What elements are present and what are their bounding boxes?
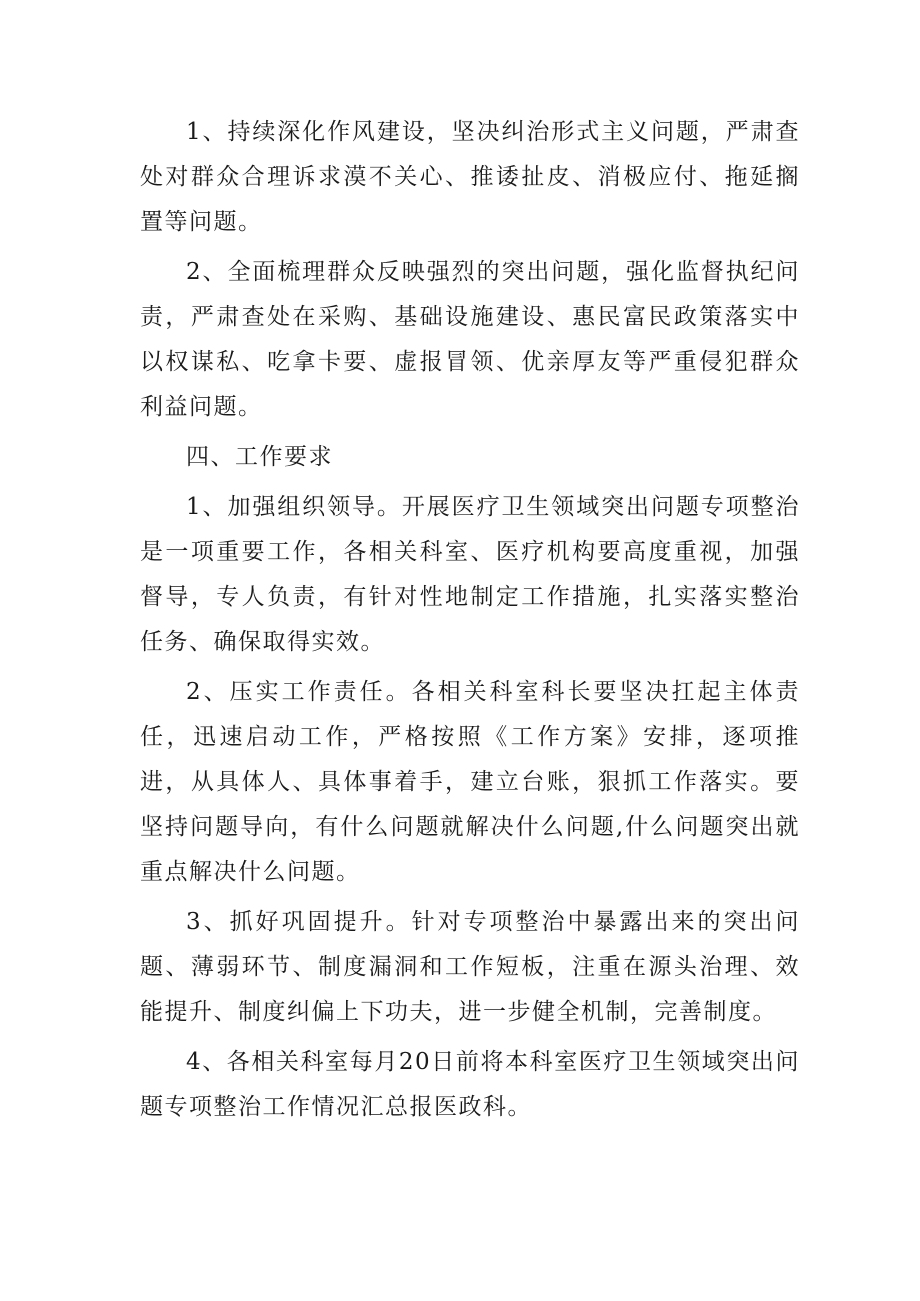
requirement-item-3: 3、抓好巩固提升。针对专项整治中暴露出来的突出问题、薄弱环节、制度漏洞和工作短板，注重在源头治理、效能提升、制度纠偏上下功夫，进一步健全机制，完善制度。 xyxy=(140,909,800,1025)
requirement-item-1: 1、加强组织领导。开展医疗卫生领域突出问题专项整治是一项重要工作，各相关科室、医疗机构要高度重视，加强督导，专人负责，有针对性地制定工作措施，扎实落实整治任务、确保取得实效。 xyxy=(140,494,800,655)
section-heading: 四、工作要求 xyxy=(186,444,333,470)
requirement-item-2: 2、压实工作责任。各相关科室科长要坚决扛起主体责任，迅速启动工作，严格按照《工作方案》安排，逐项推进，从具体人、具体事着手，建立台账，狠抓工作落实。要坚持问题导向，有什么问题就解决什么问题,什么问题突出就重点解决什么问题。 xyxy=(140,679,800,885)
paragraph-item-1: 1、持续深化作风建设，坚决纠治形式主义问题，严肃查处对群众合理诉求漠不关心、推诿扯皮、消极应付、拖延搁置等问题。 xyxy=(140,119,800,235)
document-body xyxy=(140,110,800,1135)
paragraph-item-2: 2、全面梳理群众反映强烈的突出问题，强化监督执纪问责，严肃查处在采购、基础设施建设、惠民富民政策落实中以权谋私、吃拿卡要、虚报冒领、优亲厚友等严重侵犯群众利益问题。 xyxy=(140,259,800,420)
requirement-item-4: 4、各相关科室每月20日前将本科室医疗卫生领域突出问题专项整治工作情况汇总报医政科。 xyxy=(140,1049,800,1120)
